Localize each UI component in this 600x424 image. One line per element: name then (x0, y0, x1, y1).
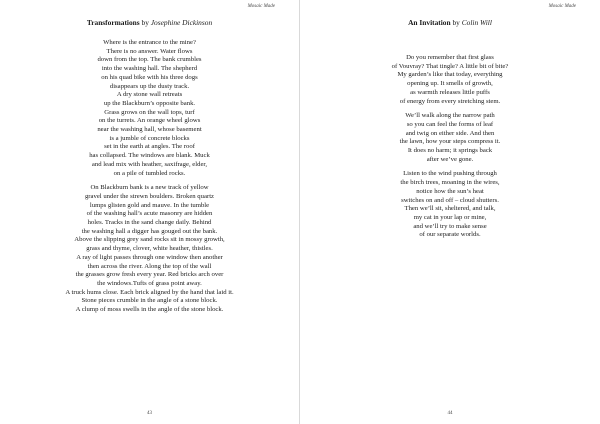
running-head: Mosaic Made (548, 4, 576, 9)
poem-title-text: An Invitation (408, 18, 451, 27)
poem-line: A clump of moss swells in the angle of the stone block. (75, 306, 224, 314)
poem-line: is a jumble of concrete blocks (109, 134, 190, 142)
poem-line: set in the earth at angles. The roof (104, 143, 195, 151)
poem-line: It does no harm; it springs back (407, 147, 493, 155)
stanza (0, 184, 299, 315)
poem-line: on a pile of tumbled rocks. (113, 169, 186, 177)
poem-line: A truck hums close. Each brick aligned by the hand that laid it. (65, 288, 234, 296)
poem-line: grass and thyme, clover, white heather, thistles. (86, 245, 213, 253)
right-page (300, 0, 600, 424)
running-head: Mosaic Made (247, 4, 275, 9)
poem-author: Josephine Dickinson (150, 18, 213, 27)
poem-line: Stone pieces crumble in the angle of a stone block. (81, 297, 218, 305)
poem-line: A ray of light passes through one window then another (76, 253, 223, 261)
stanza (0, 39, 299, 178)
page-number: 44 (447, 411, 453, 416)
poem-line: Then we’ll sit, sheltered, and talk, (404, 205, 496, 213)
poem-line: Listen to the wind pushing through (403, 170, 497, 178)
poem-line: the washing hall a digger has gouged out the bank. (81, 227, 218, 235)
stanza (300, 170, 600, 240)
poem-line: the lawn, how your steps compress it. (399, 138, 501, 146)
poem-line: then across the river. Along the top of the wall (87, 262, 212, 270)
poem-line: and lead mix with heather, saxifrage, elder, (91, 160, 208, 168)
poem-line: as warmth releases little puffs (410, 88, 490, 96)
poem-line: after we’ve gone. (426, 155, 474, 163)
poem-line: Where is the entrance to the mine? (103, 39, 196, 46)
poem-line: into the washing hall. The shepherd (101, 65, 198, 73)
poem-body (0, 39, 299, 321)
poem-line: We’ll walk along the narrow path (405, 112, 495, 120)
poem-line: switches on and off – cloud shutters. (401, 196, 499, 204)
poem-line: My garden’s like that today, everything (397, 71, 503, 79)
stanza (300, 112, 600, 164)
poem-line: on the turrets. An orange wheel glows (98, 117, 201, 125)
poem-line: and twig on either side. And then (405, 129, 495, 137)
poem-line: the windows.Tufts of grass point away. (97, 279, 202, 287)
poem-line: lumps glisten gold and mauve. In the tumble (89, 201, 210, 209)
by-word: by (452, 18, 460, 27)
poem-title (0, 18, 299, 27)
page-number: 43 (147, 411, 152, 416)
poem-body (300, 54, 600, 246)
poem-author: Colin Will (461, 18, 492, 27)
poem-line: of energy from every stretching stem. (399, 97, 501, 105)
poem-line: on his quad bike with his three dogs (101, 73, 198, 81)
poem-line: opening up. It smells of growth, (407, 80, 493, 88)
poem-line: holes. Tracks in the sand change daily. Behind (87, 219, 212, 227)
poem-line: Grass grows on the wall tops, turf (104, 108, 195, 116)
stanza (300, 54, 600, 106)
poem-line: Do you remember that first glass (406, 54, 494, 61)
poem-line: up the Blackburn’s opposite bank. (103, 99, 196, 107)
poem-line: my cat in your lap or mine, (413, 213, 487, 221)
poem-line: notice how the sun’s heat (416, 187, 484, 195)
poem-line: of our separate worlds. (419, 231, 481, 239)
poem-line: has collapsed. The windows are blank. Muck (89, 152, 210, 160)
poem-line: so you can feel the forms of leaf (406, 120, 494, 128)
poem-line: There is no answer. Water flows (106, 47, 193, 55)
poem-title-text: Transformations (86, 18, 140, 27)
poem-line: Above the slipping grey sand rocks sit in mossy growth, (74, 236, 225, 244)
poem-line: gravel under the strewn boulders. Broken quartz (84, 192, 215, 200)
poem-line: near the washing hall, whose basement (97, 126, 202, 134)
poem-line: and we’ll try to make sense (413, 222, 487, 230)
poem-line: the birch trees, moaning in the wires, (400, 179, 500, 187)
poem-line: On Blackburn bank is a new track of yellow (90, 184, 209, 192)
poem-line: A dry stone wall retreats (116, 91, 183, 99)
poem-title (300, 18, 600, 27)
poem-line: of the washing hall’s acute masonry are hidden (86, 210, 213, 218)
poem-line: the grasses grow fresh every year. Red bricks arch over (75, 271, 224, 279)
by-word: by (141, 18, 149, 27)
poem-line: of Vouvray? That tingle? A little bit of bite? (391, 62, 509, 70)
poem-line: down from the top. The bank crumbles (97, 56, 202, 64)
poem-line: disappears up the dusty track. (109, 82, 190, 90)
